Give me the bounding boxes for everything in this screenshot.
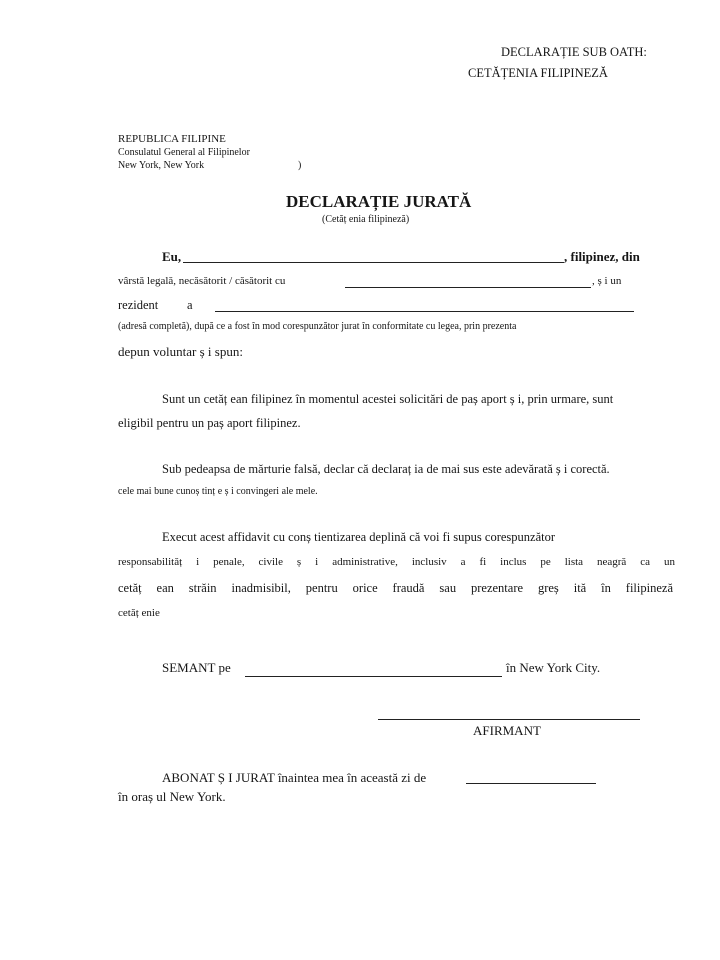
header-oath-line: DECLARAȚIE SUB OATH: bbox=[501, 45, 647, 59]
sworn-line1: ABONAT Ș I JURAT înaintea mea în această zi de bbox=[162, 770, 427, 785]
para2-line2: cele mai bune cunoș tinț e ș i convingeri ale mele. bbox=[118, 486, 318, 497]
intro-a-text: a bbox=[187, 298, 193, 312]
intro-eu: Eu, bbox=[162, 249, 182, 264]
venue-consulate: Consulatul General al Filipinelor bbox=[118, 147, 250, 158]
para1-line1: Sunt un cetăț ean filipinez în momentul acestei solicitări de paș aport ș i, prin urmare, sunt bbox=[162, 392, 614, 406]
para1-line2: eligibil pentru un paș aport filipinez. bbox=[118, 416, 301, 430]
venue-city: New York, New York bbox=[118, 160, 205, 171]
header-citizenship-line: CETĂȚENIA FILIPINEZĂ bbox=[468, 66, 608, 80]
affiant-signature-line bbox=[378, 719, 640, 720]
intro-filipinez: , filipinez, din bbox=[564, 249, 640, 264]
intro-depose-text: depun voluntar ș i spun: bbox=[118, 344, 243, 359]
page-title: DECLARAȚIE JURATĂ bbox=[286, 192, 472, 211]
name-blank-line bbox=[183, 262, 564, 263]
sworn-date-blank-line bbox=[466, 783, 596, 784]
sworn-line2: în oraș ul New York. bbox=[118, 789, 226, 804]
para3-line4: cetăț enie bbox=[118, 607, 160, 619]
intro-age-text: vârstă legală, necăsătorit / căsătorit cu bbox=[118, 275, 286, 287]
signed-text: SEMANT pe bbox=[162, 660, 231, 675]
affiant-label: AFIRMANT bbox=[473, 723, 541, 738]
spouse-blank-line bbox=[345, 287, 591, 288]
date-blank-line bbox=[245, 676, 502, 677]
address-blank-line bbox=[215, 311, 634, 312]
para3-line1: Execut acest affidavit cu conș tientizarea deplină că voi fi supus corespunzător bbox=[162, 530, 556, 544]
signed-city-text: în New York City. bbox=[506, 660, 601, 675]
venue-paren: ) bbox=[298, 160, 302, 171]
para3-line2: responsabilităț i penale, civile ș i administrative, inclusiv a fi inclus pe lista neagră ca un bbox=[118, 556, 675, 568]
para2-line1: Sub pedeapsa de mărturie falsă, declar că declaraț ia de mai sus este adevărată ș i corectă. bbox=[162, 462, 610, 476]
page-subtitle: (Cetăț enia filipineză) bbox=[322, 214, 410, 225]
intro-and-text: , ș i un bbox=[592, 275, 622, 287]
intro-resident-text: rezident bbox=[118, 298, 159, 312]
venue-country: REPUBLICA FILIPINE bbox=[118, 133, 226, 145]
para3-line3: cetăț ean străin inadmisibil, pentru orice fraudă sau prezentare greș ită în filipineză bbox=[118, 581, 673, 595]
intro-address-text: (adresă completă), după ce a fost în mod corespunzător jurat în conformitate cu legea, prin prezenta bbox=[118, 321, 517, 332]
